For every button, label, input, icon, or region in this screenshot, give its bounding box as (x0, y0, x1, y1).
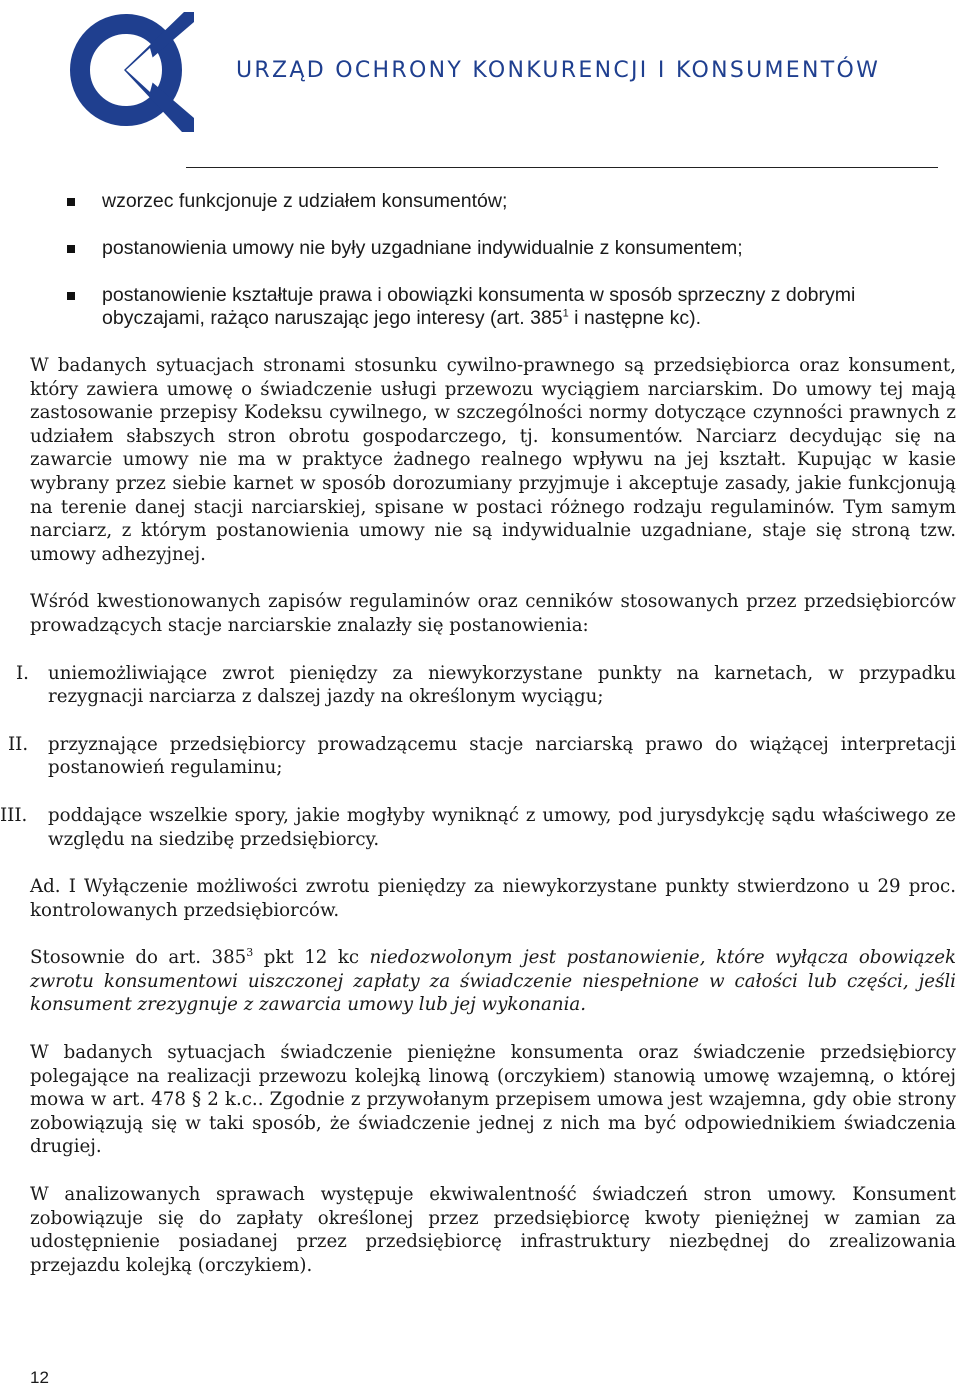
square-bullet-icon (67, 198, 75, 206)
ad-label: Ad. I (30, 876, 76, 898)
item-number: I. (16, 662, 29, 684)
conditions-list (30, 190, 956, 330)
list-item: postanowienie kształtuje prawa i obowiązki konsumenta w sposób sprzeczny z dobrymi obyczajami, rażąco naruszając jego interesy (art. $385^1$ i następne kc). (30, 284, 956, 330)
article-paragraph: Stosownie do art. $385^3$ pkt 12 kc niedozwolonym jest postanowienie, które wyłącza obowiązek zwrotu konsumentowi uiszczonej zapłaty za świadczenie niespełnione w całości lub części, jeśli konsument zrezygnuje z zawarcia umowy lub jej wykonania. (30, 946, 956, 1016)
paragraph: W badanych sytuacjach świadczenie pieniężne konsumenta oraz świadczenie przedsiębiorcy polegające na realizacji przewozu kolejką linową (orczykiem) stanowią umowę wzajemną, o której mowa w art. 478 § 2 k.c.. Zgodnie z przywołanym przepisem umowa jest wzajemna, gdy obie strony zobowiązują się w taki sposób, że świadczenie jednej z nich ma być odpowiednikiem świadczenia drugiej. (30, 1042, 956, 1158)
square-bullet-icon (67, 292, 75, 300)
document-body (0, 190, 956, 1301)
square-bullet-icon (67, 245, 75, 253)
item-number: III. (0, 804, 28, 826)
paragraph: Wśród kwestionowanych zapisów regulaminów oraz cenników stosowanych przez przedsiębiorców prowadzących stacje narciarskie znalazły się postanowienia: (30, 591, 956, 636)
paragraph: W analizowanych sprawach występuje ekwiwalentność świadczeń stron umowy. Konsument zobowiązuje się do zapłaty określonej przez przedsiębiorcę kwoty pieniężnej w zamian za udostępnienie posiadanej przez przedsiębiorcę infrastruktury niezbędnej do zrealizowania przejazdu kolejką (orczykiem). (30, 1184, 956, 1276)
item-text: przyznające przedsiębiorcy prowadzącemu stacje narciarską prawo do wiążącej interpretacji postanowień regulaminu; (48, 733, 956, 779)
roman-list-item (16, 662, 956, 709)
page-header (0, 0, 960, 172)
page-number: 12 (30, 1368, 49, 1387)
roman-list-item (8, 733, 956, 780)
roman-list-item (0, 804, 956, 851)
item-text: poddające wszelkie spory, jakie mogłyby wyniknąć z umowy, pod jurysdykcję sądu właściwego ze względu na siedzibę przedsiębiorcy. (48, 804, 956, 850)
list-item: postanowienia umowy nie były uzgadniane indywidualnie z konsumentem; (30, 237, 956, 260)
item-text: uniemożliwiające zwrot pieniędzy za niewykorzystane punkty na karnetach, w przypadku rezygnacji narciarza z dalszej jazdy na określonym wyciągu; (48, 662, 956, 708)
header-divider (186, 167, 938, 168)
paragraph: W badanych sytuacjach stronami stosunku cywilno-prawnego są przedsiębiorca oraz konsument, który zawiera umowę o świadczenie usługi przewozu wyciągiem narciarskim. Do umowy tej mają zastosowanie przepisy Kodeksu cywilnego, w szczególności normy dotyczące czynności prawnych z udziałem słabszych stron obrotu gospodarczego, tj. konsumentów. Narciarz decydując się na zawarcie umowy nie ma w praktyce żadnego realnego wpływu na jej kształt. Kupując w kasie wybrany przez siebie karnet w sposób dorozumiany przyjmuje i akceptuje zasady, jakie funkcjonują na terenie danej stacji narciarskiej, spisane w postaci różnego rodzaju regulaminów. Tym samym narciarz, z którym postanowienia umowy nie są indywidualnie uzgadniane, staje się stroną tzw. umowy adhezyjnej. (30, 355, 956, 565)
item-number: II. (8, 733, 29, 755)
list-item: wzorzec funkcjonuje z udziałem konsumentów; (30, 190, 956, 213)
ad-paragraph: Ad. I Wyłączenie możliwości zwrotu pieniędzy za niewykorzystane punkty stwierdzono u 29 proc. kontrolowanych przedsiębiorców. (30, 876, 956, 921)
uokik-logo-icon (66, 8, 194, 136)
organization-name: URZĄD OCHRONY KONKURENCJI I KONSUMENTÓW (236, 58, 881, 83)
quoted-provision: niedozwolonym jest postanowienie, które wyłącza obowiązek zwrotu konsumentowi uiszczonej zapłaty za świadczenie niespełnione w całości lub części, jeśli konsument zrezygnuje z zawarcia umowy lub jej wykonania. (30, 947, 956, 1016)
